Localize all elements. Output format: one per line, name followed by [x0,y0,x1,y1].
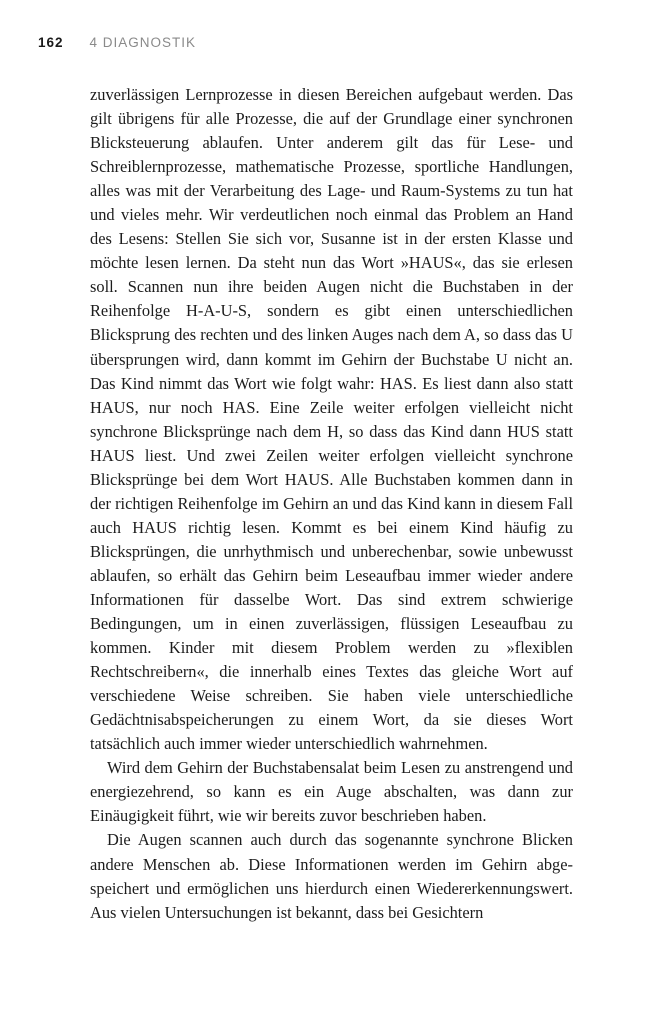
paragraph: Wird dem Gehirn der Buchstabensalat beim Lesen zu anstrengend und energiezehrend, so kann es ein Auge abschalten, was dann zur Einäugigkeit führt, wie wir bereits zuvor beschrieben haben. [90,758,573,826]
body-text [90,83,573,925]
paragraph: zuverlässigen Lernprozesse in diesen Bereichen aufgebaut werden. Das gilt übrigens für alle Prozesse, die auf der Grundlage einer synchronen Blicksteuerung ablaufen. Unter anderem gilt das für Lese- und Schreiblernprozesse, mathematische Prozesse, sportliche Handlungen, alles was mit der Verarbeitung des Lage- und Raum-Systems zu tun hat und vieles mehr. Wir verdeutlichen noch einmal das Problem an Hand des Lesens: Stellen Sie sich vor, Susanne ist in der ersten Klasse und möchte lesen lernen. Da steht nun das Wort »HAUS«, das sie erlesen soll. Scannen nun ihre beiden Augen nicht die Buchstaben in der Reihenfolge H-A-U-S, sondern es gibt einen unterschiedlichen Blicksprung des rechten und des linken Auges nach dem A, so dass das U übersprungen wird, dann kommt im Gehirn der Buchstabe U nicht an. Das Kind nimmt das Wort wie folgt wahr: HAS. Es liest dann also statt HAUS, nur noch HAS. Eine Zeile weiter erfolgen vielleicht nicht synchrone Blicksprünge nach dem H, so dass das Kind dann HUS statt HAUS liest. Und zwei Zeilen weiter erfolgen vielleicht synchrone Blicksprünge bei dem Wort HAUS. Alle Buchstaben kommen dann in der richtigen Reihenfolge im Gehirn an und das Kind kann in diesem Fall auch HAUS richtig lesen. Kommt es bei einem Kind häufig zu Blicksprüngen, die unrhythmisch und unberechenbar, sowie unbewusst ablaufen, so erhält das Gehirn beim Leseaufbau immer wieder andere Informationen für dasselbe Wort. Das sind extrem schwierige Bedingungen, um in einen zuverlässigen, flüssigen Leseaufbau zu kommen. Kinder mit diesem Problem werden zu »flexiblen Rechtschreibern«, die innerhalb eines Textes das gleiche Wort auf verschiedene Weise schreiben. Sie haben viele unterschiedliche Gedächtnisabspeicherungen zu einem Wort, da sie dieses Wort tatsächlich auch immer wieder unterschiedlich wahrnehmen. [90,85,573,754]
paragraph: Die Augen scannen auch durch das sogenannte synchrone Blicken andere Menschen ab. Diese Informationen werden im Gehirn abgespeichert und ermöglichen uns hierdurch einen Wiedererkennungswert. Aus vielen Untersuchungen ist bekannt, dass bei Gesichtern [90,830,573,922]
chapter-title: 4 DIAGNOSTIK [89,35,197,50]
running-head [38,34,196,52]
page-number: 162 [38,35,64,50]
